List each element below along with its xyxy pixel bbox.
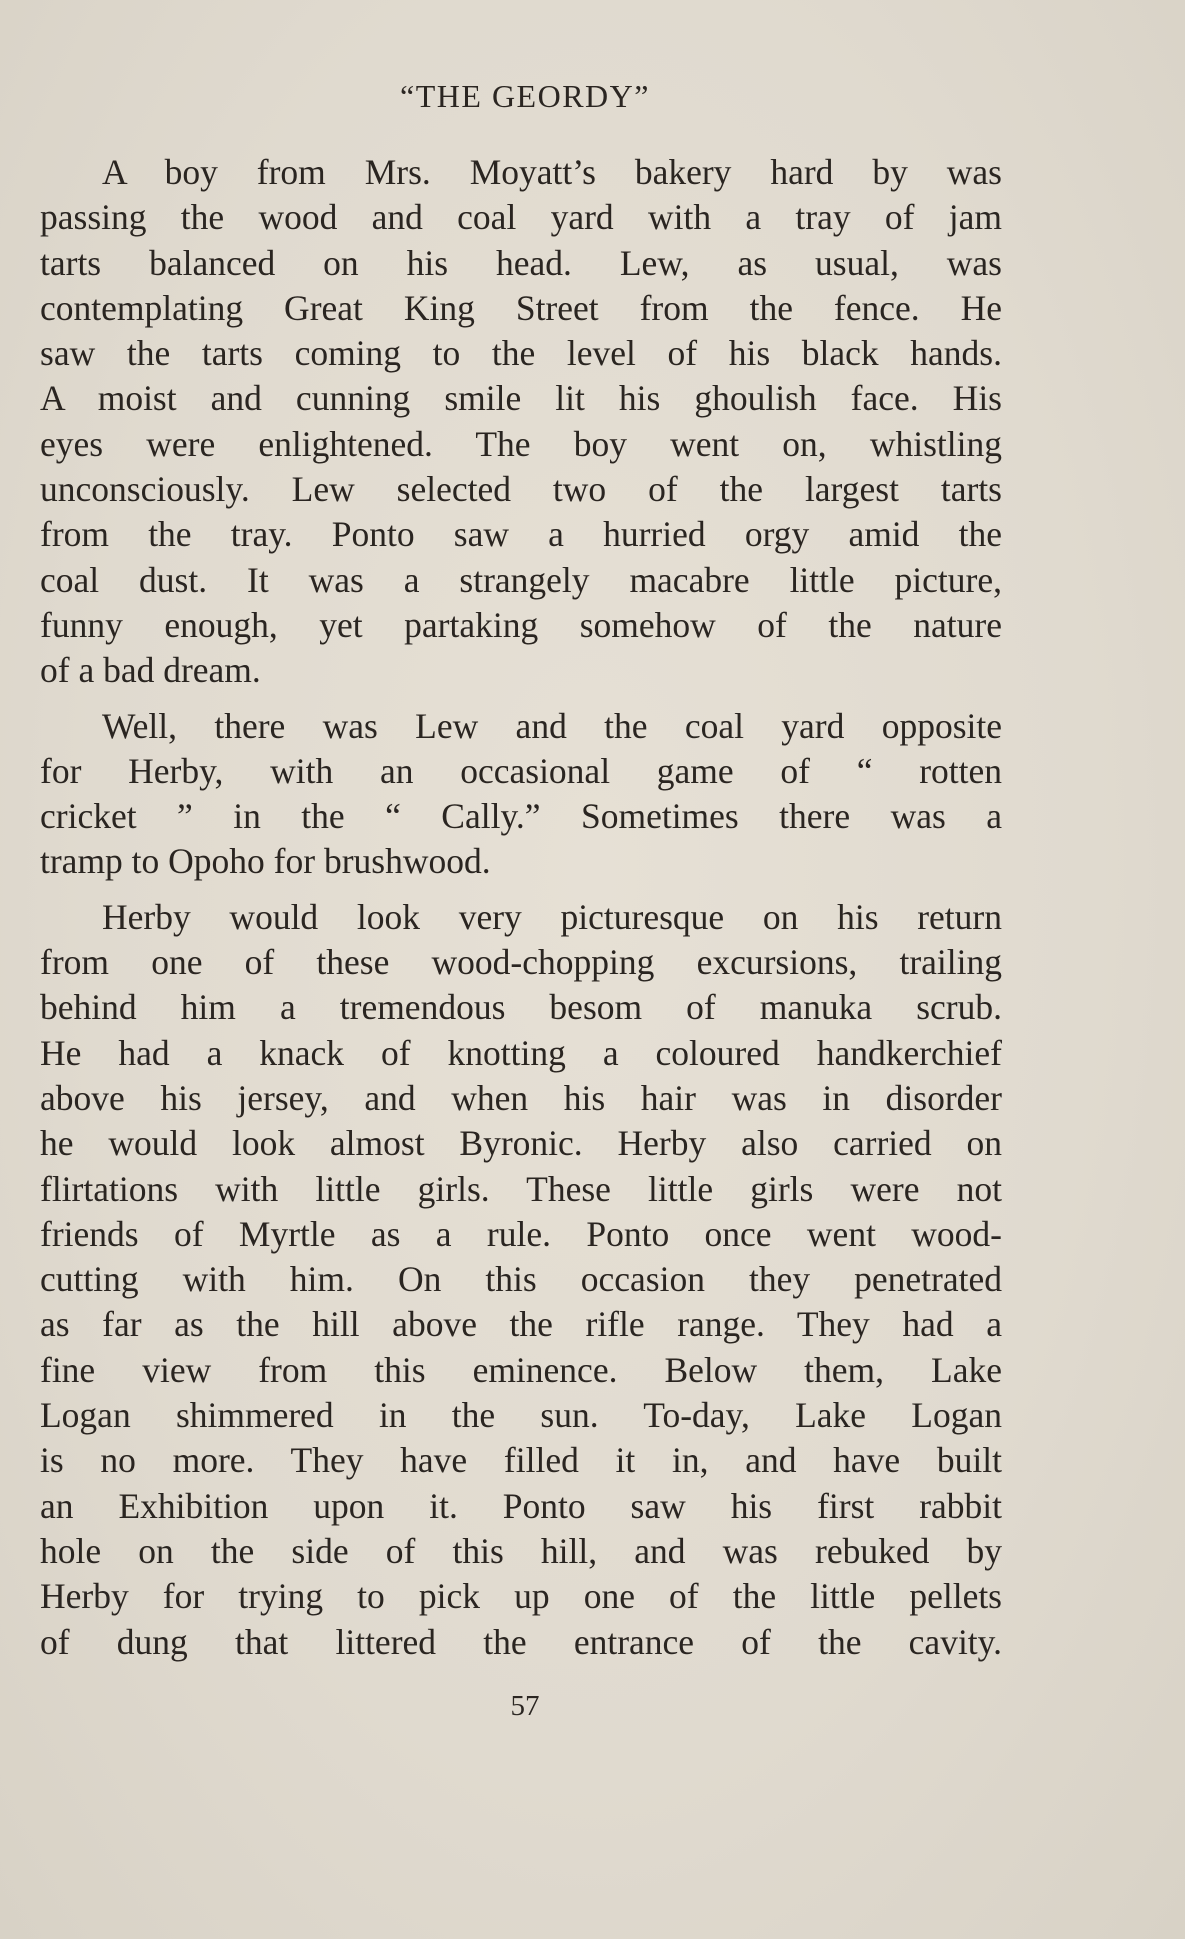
text-line: as far as the hill above the rifle range. They had a [40, 1304, 1002, 1345]
text-line: eyes were enlightened. The boy went on, whistling [40, 423, 1002, 464]
text-line: A moist and cunning smile lit his ghoulish face. His [40, 378, 1002, 419]
text-line: is no more. They have filled it in, and have built [40, 1440, 1002, 1481]
text-line: of a bad dream. [40, 650, 261, 691]
text-line: for Herby, with an occasional game of “ rotten [40, 750, 1002, 791]
page-number: 57 [510, 1690, 540, 1722]
text-line: coal dust. It was a strangely macabre little picture, [40, 559, 1002, 600]
text-line: an Exhibition upon it. Ponto saw his first rabbit [40, 1485, 1002, 1526]
text-line: passing the wood and coal yard with a tray of jam [40, 197, 1002, 238]
text-line: cutting with him. On this occasion they penetrated [40, 1259, 1002, 1300]
text-line: A boy from Mrs. Moyatt’s bakery hard by was [102, 152, 1002, 192]
text-line: fine view from this eminence. Below them, Lake [40, 1349, 1002, 1390]
text-line: unconsciously. Lew selected two of the largest tarts [40, 469, 1002, 510]
text-line: Well, there was Lew and the coal yard opposite [102, 705, 1002, 746]
text-line: of dung that littered the entrance of the cavity. [40, 1621, 1002, 1662]
text-line: Herby for trying to pick up one of the little pellets [40, 1576, 1002, 1617]
text-line: above his jersey, and when his hair was in disorder [40, 1077, 1002, 1118]
text-line: cricket ” in the “ Cally.” Sometimes there was a [40, 796, 1002, 837]
text-line: friends of Myrtle as a rule. Ponto once went wood- [40, 1213, 1002, 1254]
text-line: tramp to Opoho for brushwood. [40, 841, 491, 882]
text-line: hole on the side of this hill, and was rebuked by [40, 1530, 1002, 1571]
text-line: he would look almost Byronic. Herby also carried on [40, 1123, 1002, 1164]
text-line: Logan shimmered in the sun. To-day, Lake Logan [40, 1395, 1002, 1436]
text-line: flirtations with little girls. These little girls were not [40, 1168, 1002, 1209]
paragraph-1 [40, 150, 1002, 694]
text-line: funny enough, yet partaking somehow of the nature [40, 604, 1002, 645]
text-line: behind him a tremendous besom of manuka scrub. [40, 987, 1002, 1028]
text-line: tarts balanced on his head. Lew, as usual, was [40, 242, 1002, 283]
paragraph-3 [40, 895, 1002, 1665]
text-line: from the tray. Ponto saw a hurried orgy amid the [40, 514, 1002, 555]
body-text [40, 150, 1002, 1665]
text-line: from one of these wood-chopping excursions, trailing [40, 942, 1002, 983]
paragraph-2 [40, 704, 1002, 885]
text-line: He had a knack of knotting a coloured handkerchief [40, 1032, 1002, 1073]
running-head: “THE GEORDY” [400, 78, 650, 114]
text-line: contemplating Great King Street from the fence. He [40, 287, 1002, 328]
text-line: Herby would look very picturesque on his return [102, 896, 1002, 937]
text-line: saw the tarts coming to the level of his black hands. [40, 333, 1002, 374]
